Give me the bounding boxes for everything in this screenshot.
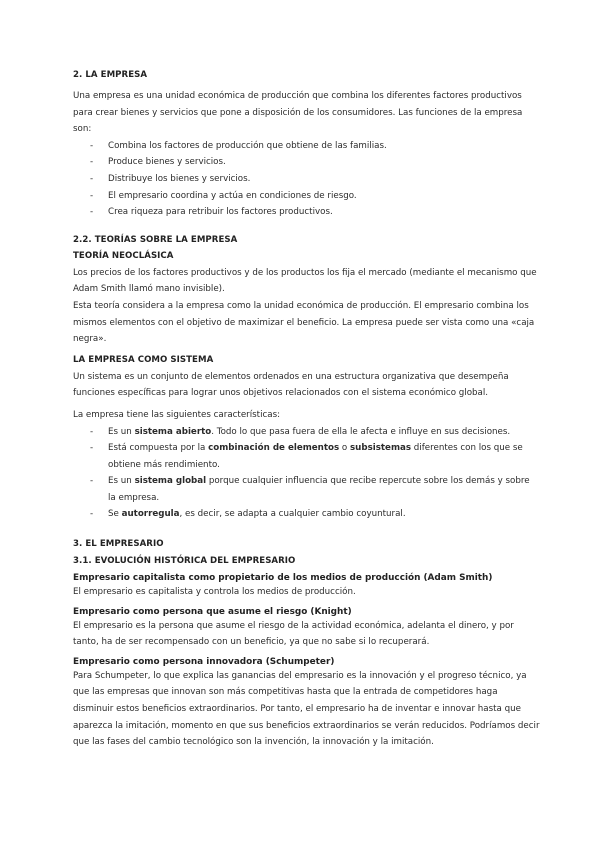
subsection-title-evolucion: 3.1. EVOLUCIÓN HISTÓRICA DEL EMPRESARIO <box>73 556 296 567</box>
neoclasica-paragraph-1: Los precios de los factores productivos y de los productos los fija el mercado (mediante el mecanismo que Adam Smith llamó mano invisible). <box>73 267 537 295</box>
list-item: - Combina los factores de producción que obtiene de las familias. <box>90 140 387 151</box>
list-item: - Está compuesta por la combinación de elementos o subsistemas diferentes con los que se obtiene más rendimiento. <box>90 443 523 470</box>
empresario-capitalista-title: Empresario capitalista como propietario de los medios de producción (Adam Smith) <box>73 573 493 584</box>
empresario-innovador-text: Para Schumpeter, lo que explica las ganancias del empresario es la innovación y el progreso técnico, ya que las empresas que innovan son más competitivas hasta que la entrada de competidores haga disminuir estos beneficios extraordinarios. Por tanto, el empresario ha de inventar e innovar hasta que aparezca la imitación, momento en que sus beneficios extraordinarios se verán reducidos. Podríamos decir que las fases del cambio tecnológico son la invención, la innovación y la imitación. <box>73 670 540 748</box>
list-item: - El empresario coordina y actúa en condiciones de riesgo. <box>90 190 357 201</box>
section-title-teorias: 2.2. TEORÍAS SOBRE LA EMPRESA <box>73 234 238 245</box>
empresario-riesgo-title: Empresario como persona que asume el riesgo (Knight) <box>73 606 352 617</box>
list-item: - Distribuye los bienes y servicios. <box>90 173 251 184</box>
sistema-paragraph-2: La empresa tiene las siguientes características: <box>73 409 281 420</box>
list-item: - Produce bienes y servicios. <box>90 157 226 168</box>
empresario-riesgo-text: El empresario es la persona que asume el riesgo de la actividad económica, adelanta el dinero, y por tanto, ha de ser recompensado con un beneficio, ya que no sabe si lo recuperará. <box>73 620 514 648</box>
subsection-title-neoclasica: TEORÍA NEOCLÁSICA <box>73 250 174 261</box>
list-item: - Crea riqueza para retribuir los factores productivos. <box>90 207 333 218</box>
empresario-innovador-title: Empresario como persona innovadora (Schumpeter) <box>73 656 335 667</box>
section-title-empresario: 3. EL EMPRESARIO <box>73 539 164 550</box>
sistema-characteristics-list <box>73 424 540 524</box>
section-title-empresa: 2. LA EMPRESA <box>73 70 148 80</box>
list-item: - Se autorregula, es decir, se adapta a cualquier cambio coyuntural. <box>90 509 406 520</box>
empresa-functions-list <box>73 138 540 221</box>
empresa-intro: Una empresa es una unidad económica de producción que combina los diferentes factores productivos para crear bienes y servicios que pone a disposición de los consumidores. Las funciones de la empresa son: <box>73 91 523 135</box>
sistema-paragraph-1: Un sistema es un conjunto de elementos ordenados en una estructura organizativa que desempeña funciones específicas para lograr unos objetivos relacionados con el sistema económico global. <box>73 371 509 399</box>
neoclasica-paragraph-2: Esta teoría considera a la empresa como la unidad económica de producción. El empresario combina los mismos elementos con el objetivo de maximizar el beneficio. La empresa puede ser vista como una «caja negra». <box>73 300 535 345</box>
list-item: - Es un sistema abierto. Todo lo que pasa fuera de ella le afecta e influye en sus decisiones. <box>90 426 511 437</box>
empresario-capitalista-text: El empresario es capitalista y controla los medios de producción. <box>73 587 356 598</box>
list-item: - Es un sistema global porque cualquier influencia que recibe repercute sobre los demás y sobre la empresa. <box>90 476 530 503</box>
subsection-title-sistema: LA EMPRESA COMO SISTEMA <box>73 354 214 365</box>
